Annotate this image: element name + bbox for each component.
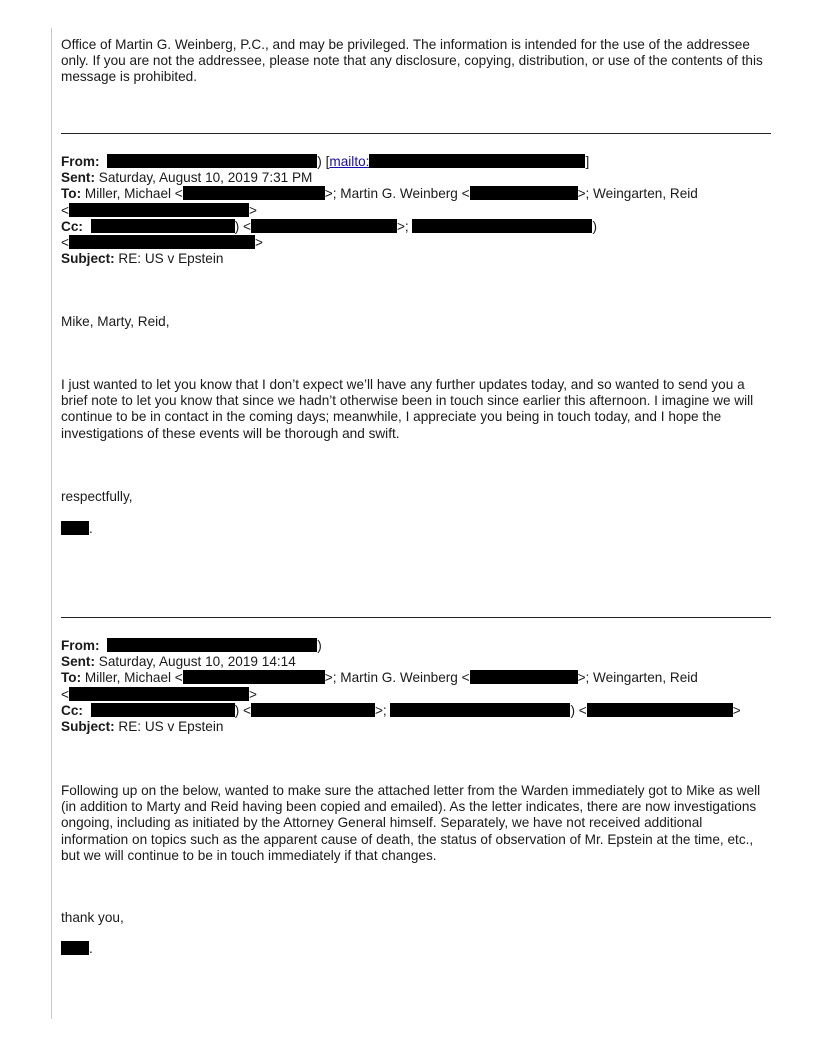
redaction bbox=[251, 219, 397, 233]
email-header bbox=[61, 638, 773, 735]
redaction bbox=[107, 638, 317, 652]
redaction bbox=[69, 687, 249, 701]
subject-value: RE: US v Epstein bbox=[118, 718, 224, 734]
from-line: From: ) [mailto: ] bbox=[61, 154, 590, 169]
to-recipient: Miller, Michael < bbox=[84, 186, 183, 202]
email-closing: thank you, bbox=[61, 910, 124, 925]
to-recipient: >; Martin G. Weinberg < bbox=[324, 186, 470, 202]
mailto-link[interactable]: mailto: bbox=[329, 154, 370, 169]
redaction bbox=[61, 941, 89, 955]
redaction bbox=[91, 703, 235, 717]
to-line bbox=[61, 670, 773, 686]
to-line-continued: < > bbox=[61, 686, 257, 702]
subject-line bbox=[61, 719, 773, 735]
redaction bbox=[470, 670, 578, 684]
from-label: From: bbox=[61, 154, 100, 169]
email-closing: respectfully, bbox=[61, 489, 133, 504]
email-body: Following up on the below, wanted to make sure the attached letter from the Warden immediately got to Mike as well (in addition to Marty and Reid having been copied and emailed). As the letter indicates, there are now investigations ongoing, including as initiated by the Attorney General himself. Separately, we have not received additional information on topics such as the apparent cause of death, the status of observation of Mr. Epstein at the time, etc., but we will continue to be in touch immediately if that changes. bbox=[61, 783, 761, 863]
from-line: From: ) bbox=[61, 638, 322, 653]
to-line bbox=[61, 186, 773, 202]
redaction bbox=[412, 219, 592, 233]
sent-label: Sent: bbox=[61, 170, 95, 186]
cc-line: Cc: ) < >; ) bbox=[61, 218, 597, 234]
email-body: I just wanted to let you know that I don’t expect we’ll have any further updates today, and so wanted to send you a brief note to let you know that since we hadn’t otherwise been in touch since earlier this afternoon. I imagine we will continue to be in contact in the coming days; meanwhile, I appreciate you being in touch today, and I hope the investigations of these events will be thorough and swift. bbox=[61, 377, 754, 441]
redaction bbox=[183, 670, 325, 684]
to-label: To: bbox=[61, 670, 82, 686]
redaction bbox=[91, 219, 235, 233]
to-recipient: Miller, Michael < bbox=[84, 670, 183, 686]
cc-label: Cc: bbox=[61, 218, 83, 234]
redaction bbox=[69, 235, 255, 249]
from-label: From: bbox=[61, 638, 100, 653]
sent-date: Saturday, August 10, 2019 14:14 bbox=[98, 654, 296, 670]
to-line-continued: < > bbox=[61, 202, 257, 218]
to-recipient: >; Weingarten, Reid bbox=[577, 186, 698, 202]
redaction bbox=[369, 154, 585, 168]
email-header bbox=[61, 154, 773, 267]
sent-date: Saturday, August 10, 2019 7:31 PM bbox=[98, 170, 313, 186]
email-separator bbox=[61, 617, 771, 618]
to-recipient: >; Martin G. Weinberg < bbox=[324, 670, 470, 686]
redaction bbox=[107, 154, 317, 168]
sent-line bbox=[61, 170, 773, 186]
to-label: To: bbox=[61, 186, 82, 202]
email-separator bbox=[61, 133, 771, 134]
cc-line-continued: < > bbox=[61, 234, 263, 250]
redaction bbox=[183, 186, 325, 200]
redaction bbox=[587, 703, 733, 717]
redaction bbox=[61, 521, 89, 535]
redaction bbox=[390, 703, 570, 717]
signature: . bbox=[61, 941, 773, 957]
to-recipient: >; Weingarten, Reid bbox=[577, 670, 698, 686]
confidentiality-disclaimer: Office of Martin G. Weinberg, P.C., and may be privileged. The information is intended for the use of the addressee only. If you are not the addressee, please note that any disclosure, copying, distribution, or use of the contents of this message is prohibited. bbox=[61, 37, 763, 85]
subject-label: Subject: bbox=[61, 251, 115, 267]
cc-label: Cc: bbox=[61, 702, 83, 718]
redaction bbox=[251, 703, 375, 717]
subject-label: Subject: bbox=[61, 718, 115, 734]
sent-line bbox=[61, 654, 773, 670]
left-margin-line bbox=[51, 28, 52, 1019]
redaction bbox=[69, 203, 249, 217]
email-greeting: Mike, Marty, Reid, bbox=[61, 314, 170, 329]
cc-line: Cc: ) < >; ) < > bbox=[61, 702, 741, 718]
redaction bbox=[470, 186, 578, 200]
subject-value: RE: US v Epstein bbox=[118, 251, 224, 267]
signature: . bbox=[61, 521, 773, 537]
sent-label: Sent: bbox=[61, 654, 95, 670]
subject-line bbox=[61, 251, 773, 267]
